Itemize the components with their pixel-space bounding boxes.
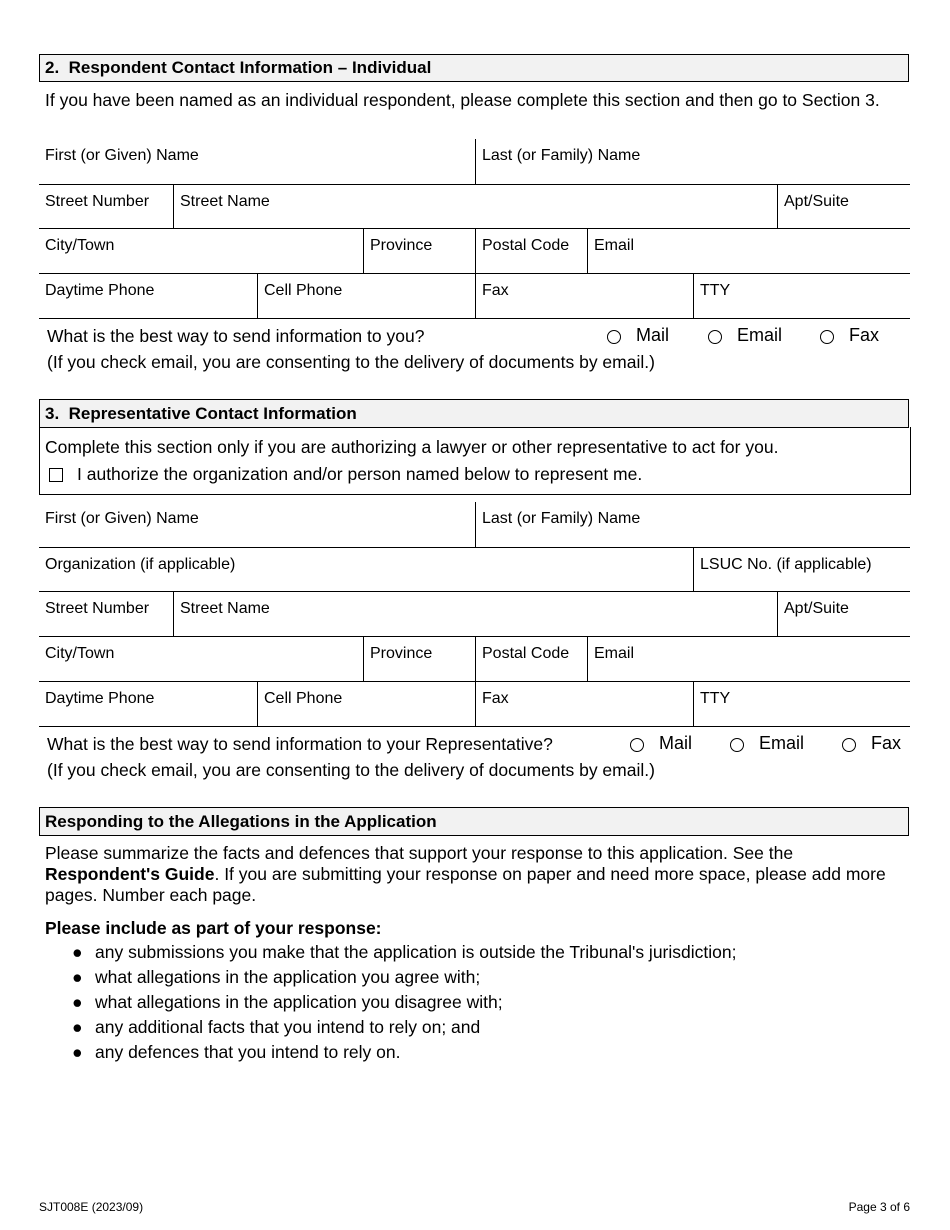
s2-fax-label: Fax: [482, 282, 509, 299]
s3-apt-label: Apt/Suite: [784, 600, 849, 617]
s3-province-field[interactable]: [364, 637, 476, 682]
s3-city-label: City/Town: [45, 645, 115, 662]
s2-street-name-field[interactable]: [174, 185, 778, 229]
s3-province-label: Province: [370, 645, 433, 662]
s3-mail-label: Mail: [659, 733, 693, 753]
s3-authorize-checkbox[interactable]: [49, 468, 63, 482]
s2-send-question: What is the best way to send information to you?: [47, 326, 425, 346]
s2-daytime-phone-field[interactable]: [39, 274, 258, 319]
s3-postal-field[interactable]: [476, 637, 588, 682]
s2-cell-phone-field[interactable]: [258, 274, 476, 319]
s3-cell-phone-field[interactable]: [258, 682, 476, 727]
s2-province-field[interactable]: [364, 229, 476, 274]
s3-street-number-label: Street Number: [45, 600, 150, 617]
section-3-header: 3. Representative Contact Information: [39, 399, 909, 428]
s2-first-name-label: First (or Given) Name: [45, 147, 199, 164]
section-2-header: 2. Respondent Contact Information – Individual: [39, 54, 909, 82]
s2-apt-label: Apt/Suite: [784, 193, 849, 210]
s2-fax-field[interactable]: [476, 274, 694, 319]
allegations-para-b: . If you are submitting your response on paper and need more space, please add more pages. Number each page.: [45, 864, 886, 905]
s2-fax-label: Fax: [849, 325, 880, 345]
s3-lsuc-field[interactable]: [694, 548, 910, 592]
s2-postal-field[interactable]: [476, 229, 588, 274]
s3-email-radio[interactable]: [730, 738, 744, 752]
s3-consent-note: (If you check email, you are consenting to the delivery of documents by email.): [47, 760, 655, 780]
s2-fax-radio[interactable]: [820, 330, 834, 344]
s2-first-name-field[interactable]: [39, 139, 476, 185]
allegations-instructions: [45, 843, 905, 906]
bullet-dot: ●: [72, 1042, 83, 1062]
allegations-para-a: Please summarize the facts and defences that support your response to this application. See the: [45, 843, 794, 863]
list-item: any submissions you make that the application is outside the Tribunal's jurisdiction;: [95, 942, 737, 962]
s3-email-field[interactable]: [588, 637, 910, 682]
s3-fax-radio[interactable]: [842, 738, 856, 752]
s3-last-name-field[interactable]: [476, 502, 910, 548]
s3-street-name-field[interactable]: [174, 592, 778, 637]
s3-tty-label: TTY: [700, 690, 731, 707]
s3-daytime-phone-label: Daytime Phone: [45, 690, 155, 707]
s2-city-label: City/Town: [45, 237, 115, 254]
s3-daytime-phone-field[interactable]: [39, 682, 258, 727]
list-item: any defences that you intend to rely on.: [95, 1042, 401, 1062]
s2-street-number-field[interactable]: [39, 185, 174, 229]
bullet-dot: ●: [72, 992, 83, 1012]
respondents-guide-ref: Respondent's Guide: [45, 864, 215, 884]
section-2-intro: If you have been named as an individual respondent, please complete this section and then go to Section 3.: [45, 90, 880, 110]
bullet-dot: ●: [72, 942, 83, 962]
s2-street-number-label: Street Number: [45, 193, 150, 210]
s3-authorize-label: I authorize the organization and/or person named below to represent me.: [77, 464, 643, 484]
s3-send-question: What is the best way to send information to your Representative?: [47, 734, 553, 754]
s3-city-field[interactable]: [39, 637, 364, 682]
include-heading: Please include as part of your response:: [45, 918, 382, 938]
s2-email-label: Email: [594, 237, 635, 254]
s2-email-field[interactable]: [588, 229, 910, 274]
s3-first-name-label: First (or Given) Name: [45, 510, 199, 527]
s2-email-radio[interactable]: [708, 330, 722, 344]
form-id: SJT008E (2023/09): [39, 1200, 144, 1214]
bullet-dot: ●: [72, 1017, 83, 1037]
s2-postal-label: Postal Code: [482, 237, 570, 254]
allegations-header: Responding to the Allegations in the Application: [39, 807, 909, 836]
list-item: any additional facts that you intend to rely on; and: [95, 1017, 481, 1037]
section-3-intro: Complete this section only if you are authorizing a lawyer or other representative to act for you.: [45, 437, 779, 457]
s3-street-name-label: Street Name: [180, 600, 270, 617]
s3-mail-radio[interactable]: [630, 738, 644, 752]
list-item: what allegations in the application you disagree with;: [95, 992, 503, 1012]
s2-street-name-label: Street Name: [180, 193, 270, 210]
s2-email-label: Email: [737, 325, 783, 345]
s3-postal-label: Postal Code: [482, 645, 570, 662]
s3-email-label: Email: [759, 733, 805, 753]
s3-organization-label: Organization (if applicable): [45, 556, 236, 573]
s2-tty-label: TTY: [700, 282, 731, 299]
s3-street-number-field[interactable]: [39, 592, 174, 637]
list-item: what allegations in the application you agree with;: [95, 967, 481, 987]
s3-organization-field[interactable]: [39, 548, 694, 592]
s2-province-label: Province: [370, 237, 433, 254]
s3-fax-label: Fax: [871, 733, 902, 753]
s3-tty-field[interactable]: [694, 682, 910, 727]
s2-cell-phone-label: Cell Phone: [264, 282, 343, 299]
s2-consent-note: (If you check email, you are consenting to the delivery of documents by email.): [47, 352, 655, 372]
s3-cell-phone-label: Cell Phone: [264, 690, 343, 707]
s3-last-name-label: Last (or Family) Name: [482, 510, 641, 527]
s2-city-field[interactable]: [39, 229, 364, 274]
s3-lsuc-label: LSUC No. (if applicable): [700, 556, 872, 573]
s3-first-name-field[interactable]: [39, 502, 476, 548]
s3-fax-field[interactable]: [476, 682, 694, 727]
s3-fax-label: Fax: [482, 690, 509, 707]
s2-last-name-field[interactable]: [476, 139, 910, 185]
s3-apt-field[interactable]: [778, 592, 910, 637]
page-number: Page 3 of 6: [848, 1200, 910, 1214]
s2-tty-field[interactable]: [694, 274, 910, 319]
s2-last-name-label: Last (or Family) Name: [482, 147, 641, 164]
s2-apt-field[interactable]: [778, 185, 910, 229]
s2-mail-label: Mail: [636, 325, 670, 345]
s2-mail-radio[interactable]: [607, 330, 621, 344]
s2-daytime-phone-label: Daytime Phone: [45, 282, 155, 299]
bullet-dot: ●: [72, 967, 83, 987]
s3-email-label: Email: [594, 645, 635, 662]
